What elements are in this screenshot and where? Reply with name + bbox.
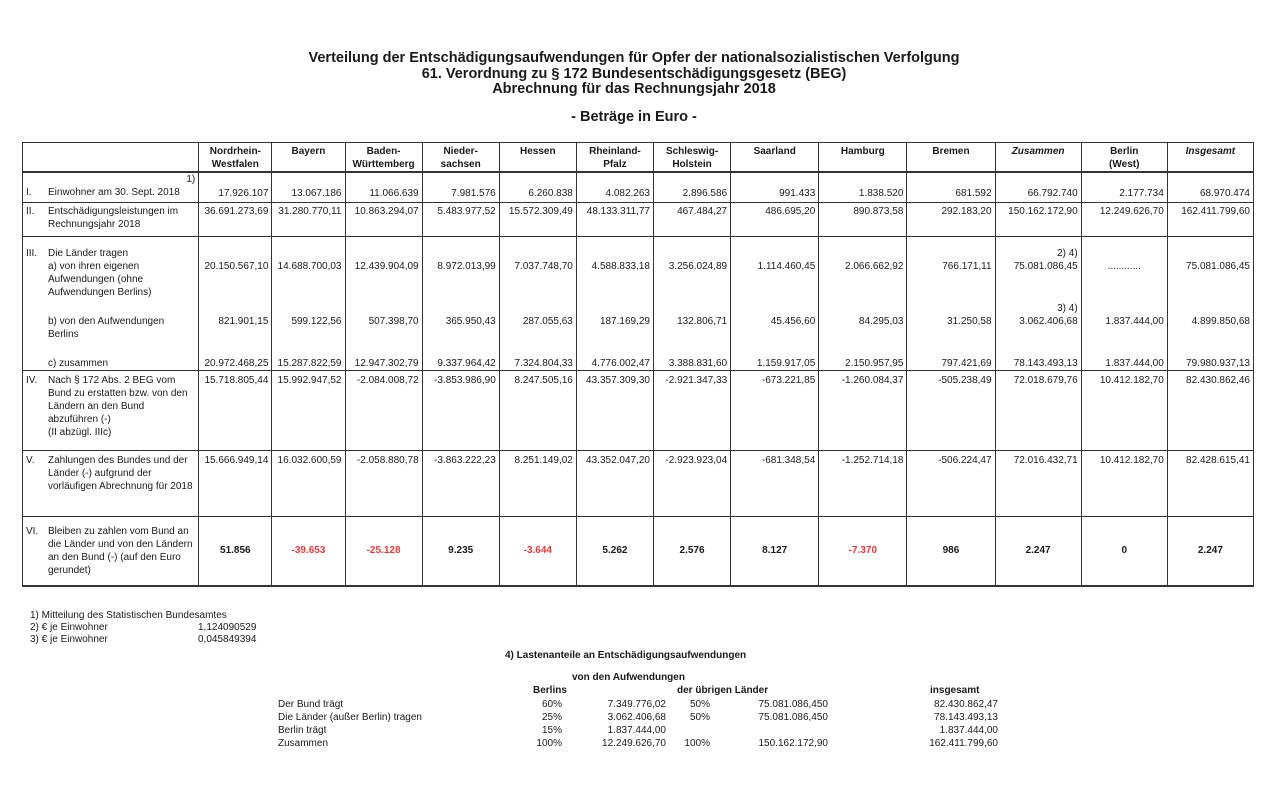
cell: 2.247 xyxy=(995,516,1081,586)
lasten-row-laender: Die Länder (außer Berlin) tragen 25% 3.062.406,68 50% 75.081.086,450 78.143.493,13 xyxy=(278,712,998,723)
cell-stack: 20.150.567,10 821.901,15 20.972.468,25 xyxy=(199,236,272,370)
cell: 15.666.949,14 xyxy=(199,450,272,516)
col-header-hamburg: Hamburg xyxy=(819,143,907,173)
lastenanteile-subtitle: von den Aufwendungen xyxy=(572,672,685,683)
cell: 6.260.838 xyxy=(499,172,576,202)
title-line-1: Verteilung der Entschädigungsaufwendungen für Opfer der nationalsozialistischen Verfolgung xyxy=(308,50,960,66)
row-label: V. Zahlungen des Bundes und der Länder (-) aufgrund der vorläufigen Abrechnung für 2018 xyxy=(23,450,199,516)
cell: 292.183,20 xyxy=(907,202,995,236)
cell: 0 xyxy=(1081,516,1167,586)
footnote-3: 3) € je Einwohner 0,045849394 xyxy=(30,634,257,645)
cell: 72.016.432,71 xyxy=(995,450,1081,516)
cell: -681.348,54 xyxy=(731,450,819,516)
cell: 2.896.586 xyxy=(654,172,731,202)
cell: 2.177.734 xyxy=(1081,172,1167,202)
cell: 986 xyxy=(907,516,995,586)
cell-stack-zusammen: 2) 4) 75.081.086,45 3) 4) 3.062.406,68 78.143.493,13 xyxy=(995,236,1081,370)
lasten-row-berlin: Berlin trägt 15% 1.837.444,00 1.837.444,00 xyxy=(278,725,998,736)
lasten-row-bund: Der Bund trägt 60% 7.349.776,02 50% 75.081.086,450 82.430.862,47 xyxy=(278,699,998,710)
cell: 9.235 xyxy=(422,516,499,586)
col-header-zusammen: Zusammen xyxy=(995,143,1081,173)
cell: 1.838.520 xyxy=(819,172,907,202)
cell: 82.430.862,46 xyxy=(1167,370,1253,450)
cell: 15.992.947,52 xyxy=(272,370,345,450)
col-header-berlins: Berlins xyxy=(533,685,567,696)
cell: 150.162.172,90 xyxy=(995,202,1081,236)
cell: 13.067.186 xyxy=(272,172,345,202)
col-header-uebrige-laender: der übrigen Länder xyxy=(677,685,769,696)
cell: 68.970.474 xyxy=(1167,172,1253,202)
cell: 72.018.679,76 xyxy=(995,370,1081,450)
table-row-erstatten xyxy=(23,370,1254,450)
footnote-2: 2) € je Einwohner 1,124090529 xyxy=(30,622,257,633)
cell: 31.280.770,11 xyxy=(272,202,345,236)
col-header-nrw: Nordrhein- Westfalen xyxy=(199,143,272,173)
sub-label-a: a) von ihren eigenen Aufwendungen (ohne Aufwendungen Berlins) xyxy=(48,260,152,298)
cell: 5.483.977,52 xyxy=(422,202,499,236)
cell: 15.718.805,44 xyxy=(199,370,272,450)
col-header-saarland: Saarland xyxy=(731,143,819,173)
col-header-bayern: Bayern xyxy=(272,143,345,173)
cell: 48.133.311,77 xyxy=(576,202,653,236)
lastenanteile-title: 4) Lastenanteile an Entschädigungsaufwendungen xyxy=(505,650,747,661)
cell: 2.247 xyxy=(1167,516,1253,586)
cell: 17.926.107 xyxy=(199,172,272,202)
footnote-ref: 2) 4) xyxy=(1057,247,1078,259)
cell-stack: 766.171,11 31.250,58 797.421,69 xyxy=(907,236,995,370)
table-row-bleiben-zu-zahlen xyxy=(23,516,1254,586)
header-corner xyxy=(23,143,199,173)
lasten-row-zusammen: Zusammen 100% 12.249.626,70 100% 150.162.172,90 162.411.799,60 xyxy=(278,738,998,749)
cell-negative: -39.653 xyxy=(272,516,345,586)
cell: -2.058.880,78 xyxy=(345,450,422,516)
cell-stack: 75.081.086,45 4.899.850,68 79.980.937,13 xyxy=(1167,236,1253,370)
cell: 486.695,20 xyxy=(731,202,819,236)
cell-stack: 14.688.700,03 599.122,56 15.287.822,59 xyxy=(272,236,345,370)
cell: 2.576 xyxy=(654,516,731,586)
cell-stack: 2.066.662,92 84.295,03 2.150.957,95 xyxy=(819,236,907,370)
cell-stack: ............ 1.837.444,00 1.837.444,00 xyxy=(1081,236,1167,370)
cell: -506.224,47 xyxy=(907,450,995,516)
cell: 8.251.149,02 xyxy=(499,450,576,516)
cell: 8.247.505,16 xyxy=(499,370,576,450)
table-row-einwohner xyxy=(23,172,1254,202)
cell-negative: -25.128 xyxy=(345,516,422,586)
table-row-laender-tragen xyxy=(23,236,1254,370)
cell: 11.066.639 xyxy=(345,172,422,202)
footnote-ref: 3) 4) xyxy=(1057,302,1078,314)
cell-stack: 7.037.748,70 287.055,63 7.324.804,33 xyxy=(499,236,576,370)
cell: 43.357.309,30 xyxy=(576,370,653,450)
col-header-sh: Schleswig- Holstein xyxy=(654,143,731,173)
cell: -1.252.714,18 xyxy=(819,450,907,516)
row-label: 1) I. Einwohner am 30. Sept. 2018 xyxy=(23,172,199,202)
sub-label-b: b) von den Aufwendungen Berlins xyxy=(48,315,165,340)
cell: 16.032.600,59 xyxy=(272,450,345,516)
cell-negative: -7.370 xyxy=(819,516,907,586)
col-header-niedersachsen: Nieder- sachsen xyxy=(422,143,499,173)
sub-label-c: c) zusammen xyxy=(48,357,109,369)
cell: -2.921.347,33 xyxy=(654,370,731,450)
cell: 66.792.740 xyxy=(995,172,1081,202)
cell: 15.572.309,49 xyxy=(499,202,576,236)
row-label: VI. Bleiben zu zahlen vom Bund an die Länder und von den Ländern an den Bund (-) (auf den Euro gerundet) xyxy=(23,516,199,586)
cell-stack: 3.256.024,89 132.806,71 3.388.831,60 xyxy=(654,236,731,370)
cell-stack: 4.588.833,18 187.169,29 4.776.002,47 xyxy=(576,236,653,370)
cell-stack: 1.114.460,45 45.456,60 1.159.917,05 xyxy=(731,236,819,370)
col-header-insgesamt: insgesamt xyxy=(930,685,980,696)
col-header-insgesamt: Insgesamt xyxy=(1167,143,1253,173)
row-label: II. Entschädigungsleistungen im Rechnungsjahr 2018 xyxy=(23,202,199,236)
cell: -2.084.008,72 xyxy=(345,370,422,450)
cell: 467.484,27 xyxy=(654,202,731,236)
cell: 10.863.294,07 xyxy=(345,202,422,236)
document-title xyxy=(0,50,1268,125)
table-row-zahlungen xyxy=(23,450,1254,516)
cell: 7.981.576 xyxy=(422,172,499,202)
title-line-3: Abrechnung für das Rechnungsjahr 2018 xyxy=(492,81,776,97)
cell: 51.856 xyxy=(199,516,272,586)
row-label: III. Die Länder tragen a) von ihren eigenen Aufwendungen (ohne Aufwendungen Berlins) b) von den Aufwendungen Berlins c) zusammen xyxy=(23,236,199,370)
col-header-hessen: Hessen xyxy=(499,143,576,173)
footnote-1: 1) Mitteilung des Statistischen Bundesamtes xyxy=(30,610,227,621)
cell: 890.873,58 xyxy=(819,202,907,236)
cell-stack: 12.439.904,09 507.398,70 12.947.302,79 xyxy=(345,236,422,370)
col-header-bw: Baden- Württemberg xyxy=(345,143,422,173)
title-line-2: 61. Verordnung zu § 172 Bundesentschädigungsgesetz (BEG) xyxy=(421,66,847,82)
cell: 4.082.263 xyxy=(576,172,653,202)
header-row xyxy=(23,143,1254,173)
cell-stack: 8.972.013,99 365.950,43 9.337.964,42 xyxy=(422,236,499,370)
footnotes xyxy=(30,610,256,646)
cell: 82.428.615,41 xyxy=(1167,450,1253,516)
cell: -3.863.222,23 xyxy=(422,450,499,516)
row-label: IV. Nach § 172 Abs. 2 BEG vom Bund zu erstatten bzw. von den Ländern an den Bund abzuführen (-) (II abzügl. IIIc) xyxy=(23,370,199,450)
cell: 681.592 xyxy=(907,172,995,202)
col-header-berlin: Berlin (West) xyxy=(1081,143,1167,173)
cell: 5.262 xyxy=(576,516,653,586)
cell: 36.691.273,69 xyxy=(199,202,272,236)
distribution-table xyxy=(22,142,1254,587)
cell: -3.853.986,90 xyxy=(422,370,499,450)
cell: -505.238,49 xyxy=(907,370,995,450)
col-header-rlp: Rheinland- Pfalz xyxy=(576,143,653,173)
cell: -1.260.084,37 xyxy=(819,370,907,450)
cell: 162.411.799,60 xyxy=(1167,202,1253,236)
cell: 991.433 xyxy=(731,172,819,202)
col-header-bremen: Bremen xyxy=(907,143,995,173)
table-row-entschaedigungsleistungen xyxy=(23,202,1254,236)
cell-negative: -3.644 xyxy=(499,516,576,586)
cell: 43.352.047,20 xyxy=(576,450,653,516)
cell: 10.412.182,70 xyxy=(1081,450,1167,516)
cell: 12.249.626,70 xyxy=(1081,202,1167,236)
cell: 10.412.182,70 xyxy=(1081,370,1167,450)
unit-note: - Beträge in Euro - xyxy=(571,109,697,125)
cell: -673.221,85 xyxy=(731,370,819,450)
cell: 8.127 xyxy=(731,516,819,586)
cell: -2.923.923,04 xyxy=(654,450,731,516)
